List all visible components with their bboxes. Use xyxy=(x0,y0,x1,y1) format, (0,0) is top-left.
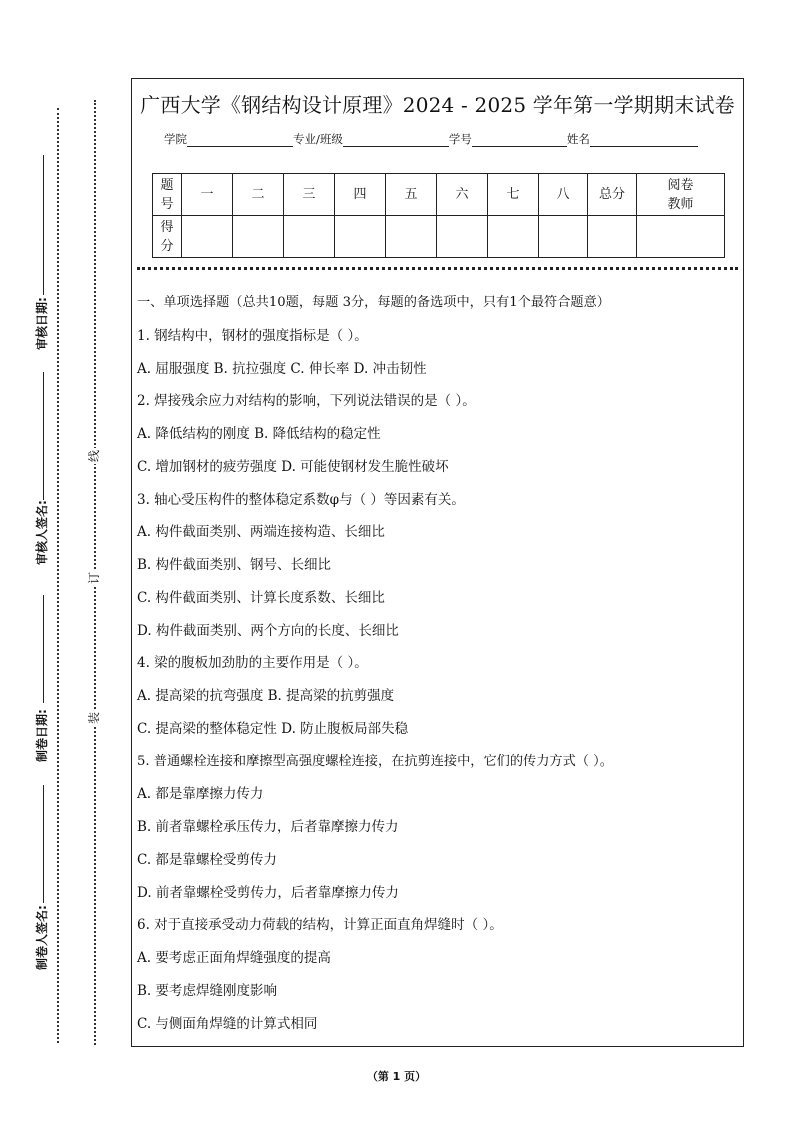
reviewer-sign-line xyxy=(43,372,44,500)
score-cell-total[interactable] xyxy=(588,216,637,258)
question-line: D. 构件截面类别、两个方向的长度、长细比 xyxy=(137,622,399,639)
student-id-field[interactable] xyxy=(472,132,567,147)
dotted-separator xyxy=(137,267,738,270)
question-line: 6. 对于直接承受动力荷载的结构，计算正面直角焊缝时（ ）。 xyxy=(137,917,503,934)
binding-mark-ding: 订 xyxy=(87,572,101,585)
score-col-5: 五 xyxy=(386,174,437,216)
score-col-grader xyxy=(637,174,725,216)
question-line: C. 增加钢材的疲劳强度 D. 可能使钢材发生脆性破坏 xyxy=(137,458,449,475)
college-field[interactable] xyxy=(187,132,293,147)
score-cell-8[interactable] xyxy=(539,216,588,258)
exam-frame xyxy=(131,78,744,1047)
score-cell-7[interactable] xyxy=(488,216,539,258)
compiler-sign-line xyxy=(43,785,44,903)
question-line: 3. 轴心受压构件的整体稳定系数φ与（ ）等因素有关。 xyxy=(137,491,465,508)
score-cell-2[interactable] xyxy=(233,216,284,258)
name-field[interactable] xyxy=(590,132,698,147)
score-col-1: 一 xyxy=(182,174,233,216)
question-number-text: 题号 xyxy=(160,177,174,212)
score-label xyxy=(153,216,182,258)
compiler-sign-label: 制卷人签名: xyxy=(35,905,49,970)
score-cell-4[interactable] xyxy=(335,216,386,258)
score-col-7: 七 xyxy=(488,174,539,216)
binding-mark-line: 线 xyxy=(87,450,101,463)
question-number-label xyxy=(153,174,182,216)
question-line: 2. 焊接残余应力对结构的影响，下列说法错误的是（ ）。 xyxy=(137,393,476,410)
score-cell-3[interactable] xyxy=(284,216,335,258)
question-line: B. 构件截面类别、钢号、长细比 xyxy=(137,557,332,573)
question-line: A. 都是靠摩擦力传力 xyxy=(137,786,264,803)
compile-date-label: 制卷日期: xyxy=(35,709,49,762)
score-table-header-row xyxy=(153,174,725,216)
question-line: B. 前者靠螺栓承压传力，后者靠摩擦力传力 xyxy=(137,819,399,835)
question-line: A. 要考虑正面角焊缝强度的提高 xyxy=(137,950,331,966)
question-line: C. 与侧面角焊缝的计算式相同 xyxy=(137,1015,318,1032)
question-line: B. 要考虑焊缝刚度影响 xyxy=(137,982,278,999)
question-line: C. 都是靠螺栓受剪传力 xyxy=(137,851,277,868)
score-table xyxy=(152,173,725,258)
question-line: C. 提高梁的整体稳定性 D. 防止腹板局部失稳 xyxy=(137,720,409,737)
score-col-total: 总分 xyxy=(588,174,637,216)
binding-mark-zhuang: 装 xyxy=(87,712,101,725)
score-table-score-row xyxy=(153,216,725,258)
score-col-2: 二 xyxy=(233,174,284,216)
exam-title: 广西大学《钢结构设计原理》2024 - 2025 学年第一学期期末试卷 xyxy=(140,93,735,117)
score-cell-6[interactable] xyxy=(437,216,488,258)
question-line: A. 降低结构的刚度 B. 降低结构的稳定性 xyxy=(137,426,381,442)
review-date-label: 审核日期: xyxy=(35,297,49,350)
question-line: D. 前者靠螺栓受剪传力，后者靠摩擦力传力 xyxy=(137,884,399,901)
question-line: C. 构件截面类别、计算长度系数、长细比 xyxy=(137,589,385,606)
score-col-8: 八 xyxy=(539,174,588,216)
score-col-4: 四 xyxy=(335,174,386,216)
question-line: A. 屈服强度 B. 抗拉强度 C. 伸长率 D. 冲击韧性 xyxy=(137,360,427,377)
question-line: 5. 普通螺栓连接和摩擦型高强度螺栓连接，在抗剪连接中，它们的传力方式（ ）。 xyxy=(137,753,613,769)
score-label-text: 得分 xyxy=(160,219,174,254)
score-cell-grader[interactable] xyxy=(637,216,725,258)
binding-dotted-line-left xyxy=(57,108,59,1043)
section-heading: 一、单项选择题（总共10题，每题 3分，每题的备选项中，只有1个最符合题意） xyxy=(137,295,610,310)
question-line: 1. 钢结构中，钢材的强度指标是（ ）。 xyxy=(137,327,368,344)
compile-date-line xyxy=(43,595,44,703)
score-cell-1[interactable] xyxy=(182,216,233,258)
student-info-row xyxy=(164,131,698,147)
reviewer-sign-label: 审核人签名: xyxy=(35,500,49,565)
score-cell-5[interactable] xyxy=(386,216,437,258)
score-col-6: 六 xyxy=(437,174,488,216)
college-label: 学院 xyxy=(164,132,187,146)
student-id-label: 学号 xyxy=(448,132,472,146)
question-line: 4. 梁的腹板加劲肋的主要作用是（ ）。 xyxy=(137,655,368,672)
review-date-line xyxy=(43,155,44,295)
name-label: 姓名 xyxy=(566,132,590,146)
major-label: 专业/班级 xyxy=(293,132,343,146)
question-line: A. 提高梁的抗弯强度 B. 提高梁的抗剪强度 xyxy=(137,688,395,704)
question-section xyxy=(137,293,737,1046)
score-col-3: 三 xyxy=(284,174,335,216)
question-line: A. 构件截面类别、两端连接构造、长细比 xyxy=(137,524,385,541)
page-number: （第 1 页） xyxy=(366,1070,427,1083)
grader-text: 阅卷教师 xyxy=(667,177,694,212)
major-field[interactable] xyxy=(343,132,449,147)
